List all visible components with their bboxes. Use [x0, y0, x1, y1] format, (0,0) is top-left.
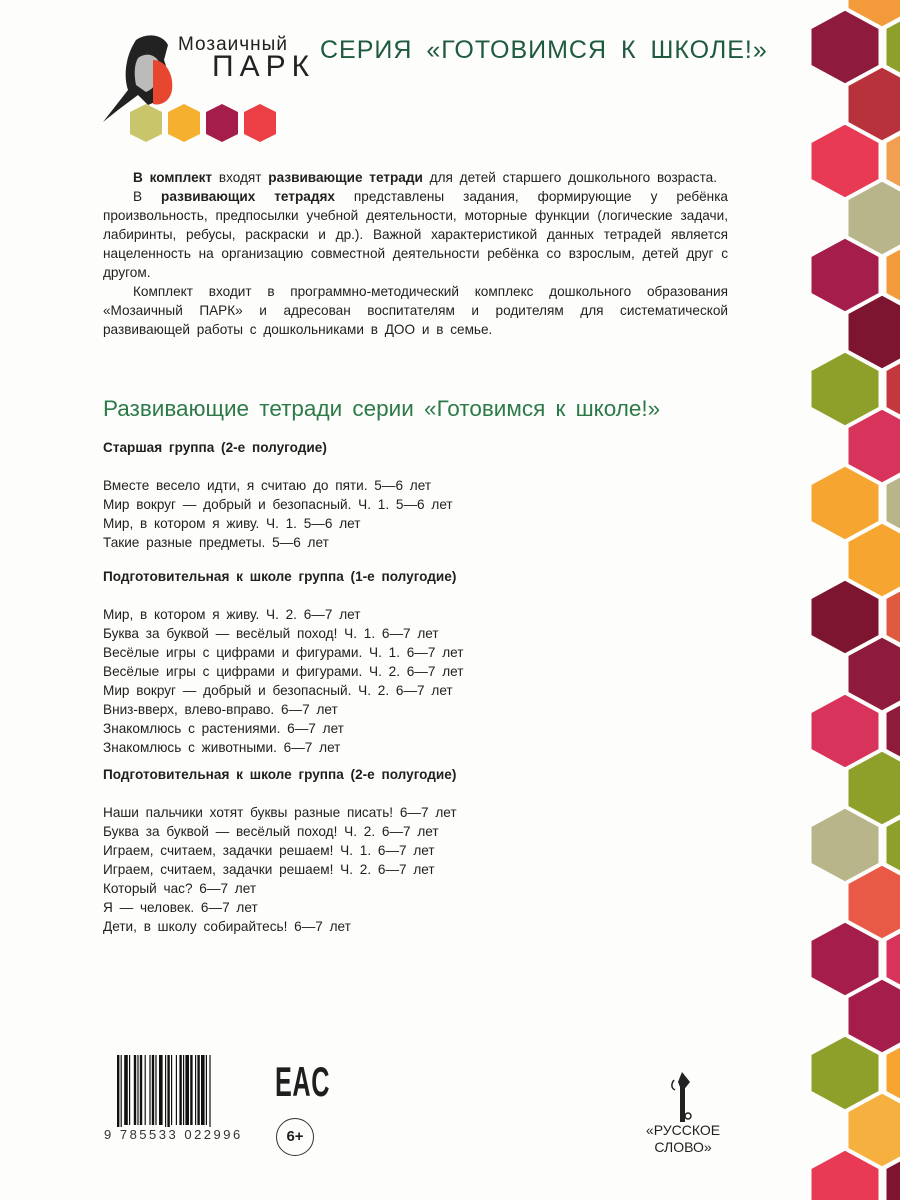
- bold-text: В комплект: [133, 170, 213, 185]
- list-item: Мир, в котором я живу. Ч. 1. 5—6 лет: [103, 516, 361, 531]
- intro-text: [103, 168, 728, 339]
- barcode-bar: [149, 1055, 150, 1125]
- hexagon: [885, 237, 900, 313]
- hexagon: [885, 1149, 900, 1200]
- list-item: Наши пальчики хотят буквы разные писать! 6—7 лет: [103, 805, 457, 820]
- list-item: Вниз-вверх, влево-вправо. 6—7 лет: [103, 702, 338, 717]
- hexagon: [885, 579, 900, 655]
- list-item: Такие разные предметы. 5—6 лет: [103, 535, 329, 550]
- hexagon: [847, 864, 900, 940]
- hexagon: [885, 351, 900, 427]
- barcode-bar: [176, 1055, 177, 1125]
- barcode-bar: [152, 1055, 154, 1125]
- list-item: Вместе весело идти, я считаю до пяти. 5—6 лет: [103, 478, 432, 493]
- hexagon: [847, 180, 900, 256]
- list-item: Который час? 6—7 лет: [103, 881, 257, 896]
- hexagon: [847, 636, 900, 712]
- series-title: СЕРИЯ «ГОТОВИМСЯ К ШКОЛЕ!»: [320, 36, 768, 64]
- publisher-name: [638, 1122, 728, 1156]
- hexagon: [810, 579, 880, 655]
- list-item: Я — человек. 6—7 лет: [103, 900, 258, 915]
- list-item: Дети, в школу собирайтесь! 6—7 лет: [103, 919, 351, 934]
- hexagon: [847, 294, 900, 370]
- text: для детей старшего дошкольного возраста.: [422, 170, 718, 185]
- barcode-bar: [206, 1055, 207, 1125]
- hexagon: [847, 1092, 900, 1168]
- hexagon: [885, 9, 900, 85]
- hexagon: [847, 750, 900, 826]
- hexagon: [847, 66, 900, 142]
- intro-paragraph-1: [103, 168, 728, 187]
- barcode-bar: [197, 1055, 199, 1125]
- barcode-bar: [145, 1055, 146, 1125]
- barcode-bar: [140, 1055, 142, 1125]
- list-item: Мир вокруг — добрый и безопасный. Ч. 1. 5—6 лет: [103, 497, 453, 512]
- hexagon: [847, 408, 900, 484]
- barcode-bar: [137, 1055, 138, 1125]
- list-item: Мир, в котором я живу. Ч. 2. 6—7 лет: [103, 607, 361, 622]
- hexagon: [810, 693, 880, 769]
- list-item: Буква за буквой — весёлый поход! Ч. 2. 6—7 лет: [103, 824, 439, 839]
- list-item: Знакомлюсь с растениями. 6—7 лет: [103, 721, 344, 736]
- hexagon: [847, 522, 900, 598]
- barcode-bar: [167, 1055, 169, 1127]
- hexagon: [885, 807, 900, 883]
- hexagon: [885, 693, 900, 769]
- hexagon: [810, 351, 880, 427]
- hexagon: [810, 9, 880, 85]
- barcode-bar: [117, 1055, 119, 1127]
- barcode-bar: [195, 1055, 196, 1125]
- barcode-bar: [209, 1055, 210, 1127]
- section-title: Развивающие тетради серии «Готовимся к школе!»: [103, 396, 661, 421]
- logo-line2: ПАРК: [212, 50, 316, 83]
- barcode-bar: [155, 1055, 156, 1125]
- barcode: [117, 1055, 249, 1127]
- intro-paragraph-3: Комплект входит в программно-методический комплекс дошкольного образования «Мозаичный ПАРК» и адресован воспитателям и родителям для систематической развивающей работы с дошкольниками в ДОО и в семье.: [103, 284, 728, 337]
- barcode-bar: [159, 1055, 163, 1125]
- hexagon: [810, 123, 880, 199]
- publisher-line1: «РУССКОЕ: [645, 1122, 721, 1138]
- barcode-bar: [134, 1055, 136, 1125]
- text: представлены задания, формирующие у ребёнка произвольность, предпосылки учебной деятельности, моторные функции (логические задачи, лабиринты, ребусы, раскраски и др.). Важной характеристикой данных тетрадей является нацеленность на организацию совместной деятельности ребёнка со взрослым, детей друг с другом.: [103, 189, 728, 280]
- hexagon: [810, 237, 880, 313]
- hexagon: [810, 1149, 880, 1200]
- list-item: Мир вокруг — добрый и безопасный. Ч. 2. 6—7 лет: [103, 683, 453, 698]
- isbn-number: 9 785533 022996: [104, 1127, 243, 1142]
- barcode-bar: [121, 1055, 122, 1127]
- text: входят: [212, 170, 269, 185]
- list-item: Знакомлюсь с животными. 6—7 лет: [103, 740, 341, 755]
- list-item: Весёлые игры с цифрами и фигурами. Ч. 2. 6—7 лет: [103, 664, 464, 679]
- barcode-bar: [165, 1055, 166, 1127]
- barcode-bar: [190, 1055, 192, 1125]
- hexagon: [847, 0, 900, 28]
- intro-paragraph-2: [103, 187, 728, 282]
- group-title: Подготовительная к школе группа (2-е полугодие): [103, 767, 457, 782]
- age-rating-badge: 6+: [276, 1118, 314, 1156]
- bold-text: развивающих тетрадях: [161, 189, 335, 204]
- hexagon: [810, 807, 880, 883]
- text: В: [133, 189, 162, 204]
- group-senior: [103, 438, 453, 552]
- list-item: Весёлые игры с цифрами и фигурами. Ч. 1. 6—7 лет: [103, 645, 464, 660]
- list-item: Играем, считаем, задачки решаем! Ч. 1. 6—7 лет: [103, 843, 435, 858]
- russkoe-slovo-logo-icon: [668, 1070, 698, 1125]
- hexagon: [810, 921, 880, 997]
- hexagon: [885, 1035, 900, 1111]
- hexagon: [885, 921, 900, 997]
- hexagon: [810, 1035, 880, 1111]
- hexagon: [847, 978, 900, 1054]
- hexagon: [885, 465, 900, 541]
- hexagon: [885, 123, 900, 199]
- list-item: Буква за буквой — весёлый поход! Ч. 1. 6—7 лет: [103, 626, 439, 641]
- barcode-bar: [185, 1055, 189, 1125]
- barcode-bar: [179, 1055, 181, 1125]
- publisher-line2: СЛОВО»: [654, 1139, 712, 1155]
- hexagon: [810, 465, 880, 541]
- group-title: Старшая группа (2-е полугодие): [103, 440, 327, 455]
- list-item: Играем, считаем, задачки решаем! Ч. 2. 6—7 лет: [103, 862, 435, 877]
- group-preparatory-1: [103, 567, 464, 757]
- barcode-bar: [201, 1055, 205, 1125]
- group-title: Подготовительная к школе группа (1-е полугодие): [103, 569, 457, 584]
- barcode-bar: [183, 1055, 184, 1125]
- bold-text: развивающие тетради: [268, 170, 423, 185]
- group-preparatory-2: [103, 765, 457, 936]
- barcode-bar: [129, 1055, 130, 1125]
- barcode-bar: [171, 1055, 172, 1125]
- logo-line1: Мозаичный: [178, 34, 288, 55]
- eac-mark: EAC: [275, 1058, 331, 1105]
- barcode-bar: [124, 1055, 128, 1125]
